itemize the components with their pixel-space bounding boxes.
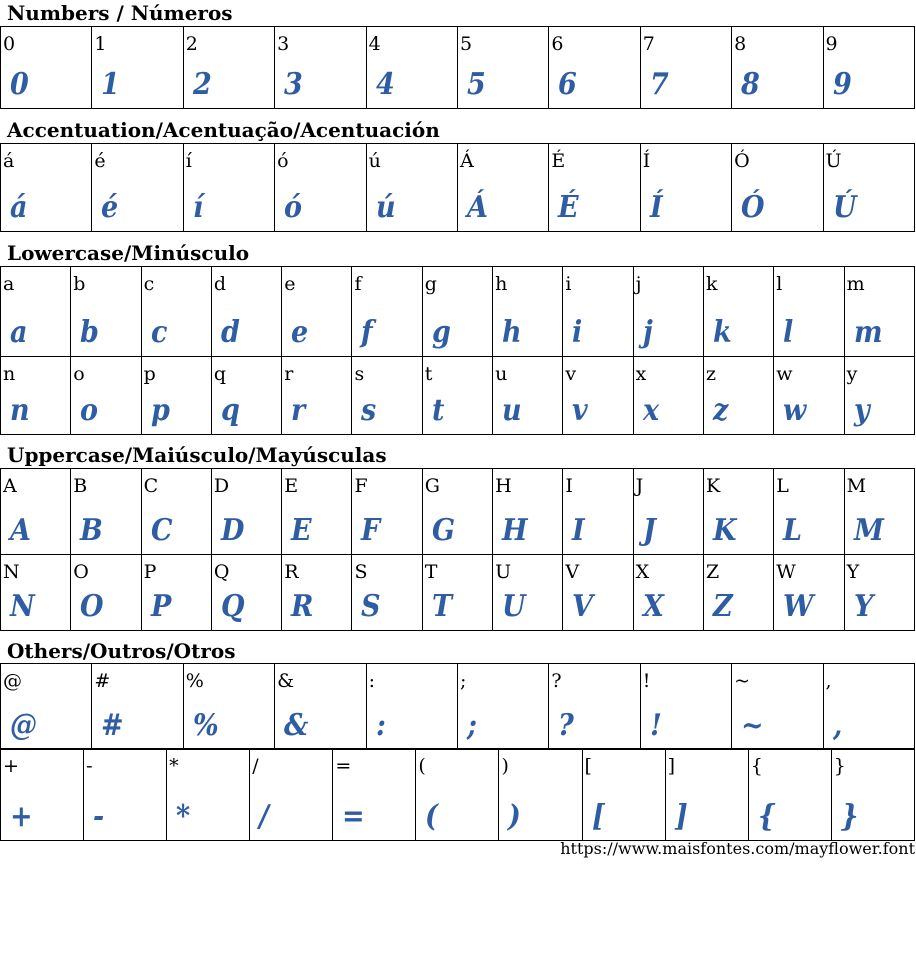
glyph-label: w <box>776 363 793 385</box>
glyph-cell <box>703 267 773 357</box>
glyph-cell <box>366 144 457 232</box>
glyph-label: 6 <box>551 33 564 55</box>
glyph-sample: h <box>502 315 522 350</box>
glyph-cell <box>844 267 914 357</box>
glyph-label: x <box>635 363 647 385</box>
glyph-cell <box>823 664 914 750</box>
glyph-cell <box>774 555 844 631</box>
glyph-cell <box>282 357 352 435</box>
glyph-label: í <box>185 150 192 172</box>
glyph-label: M <box>846 475 867 497</box>
glyph-cell <box>493 469 563 555</box>
glyph-label: j <box>635 273 642 295</box>
glyph-sample: m <box>853 315 883 350</box>
glyph-label: z <box>705 363 716 385</box>
glyph-cell <box>92 27 183 109</box>
glyph-cell <box>352 469 422 555</box>
glyph-row <box>1 469 915 555</box>
glyph-cell <box>183 144 274 232</box>
glyph-sample: : <box>375 708 386 743</box>
glyph-table-accents <box>0 143 915 232</box>
glyph-cell <box>366 664 457 750</box>
glyph-sample: ( <box>425 799 439 834</box>
glyph-sample: z <box>712 393 729 428</box>
glyph-sample: A <box>10 513 31 548</box>
glyph-label: K <box>705 475 721 497</box>
glyph-label: [ <box>584 755 592 777</box>
glyph-cell <box>84 749 167 841</box>
glyph-label: h <box>495 273 508 295</box>
glyph-row <box>1 749 915 841</box>
glyph-label: } <box>833 755 846 777</box>
glyph-label: H <box>495 475 512 497</box>
glyph-sample: b <box>80 315 100 350</box>
glyph-cell <box>563 469 633 555</box>
glyph-sample: L <box>783 513 803 548</box>
glyph-label: u <box>495 363 508 385</box>
glyph-cell <box>549 27 640 109</box>
glyph-label: Y <box>846 561 860 583</box>
glyph-cell <box>844 555 914 631</box>
glyph-label: k <box>705 273 718 295</box>
glyph-label: @ <box>3 670 22 692</box>
glyph-sample: T <box>431 589 452 624</box>
glyph-cell <box>844 357 914 435</box>
glyph-label: { <box>750 755 763 777</box>
glyph-cell <box>665 749 748 841</box>
glyph-cell <box>549 144 640 232</box>
glyph-cell <box>416 749 499 841</box>
glyph-cell <box>211 469 281 555</box>
glyph-label: P <box>143 561 157 583</box>
glyph-cell <box>549 664 640 750</box>
glyph-sample: é <box>101 190 119 225</box>
glyph-cell <box>499 749 582 841</box>
glyph-label: G <box>424 475 440 497</box>
glyph-cell <box>844 469 914 555</box>
glyph-label: Í <box>642 150 651 172</box>
glyph-sample: í <box>192 190 204 225</box>
glyph-sample: 8 <box>741 67 760 102</box>
glyph-sample: U <box>502 589 526 624</box>
source-url[interactable]: https://www.maisfontes.com/mayflower.font <box>560 839 915 858</box>
glyph-label: 4 <box>368 33 381 55</box>
glyph-cell <box>732 27 823 109</box>
glyph-sample: 4 <box>375 67 395 102</box>
section-title-others: Others/Outros/Otros <box>7 639 236 663</box>
glyph-label: Ó <box>734 150 750 172</box>
glyph-label: p <box>143 363 156 385</box>
glyph-sample: @ <box>10 708 37 743</box>
glyph-label: 1 <box>94 33 107 55</box>
glyph-sample: j <box>642 315 653 350</box>
glyph-label: L <box>776 475 789 497</box>
glyph-label: 3 <box>277 33 290 55</box>
glyph-label: q <box>213 363 227 385</box>
glyph-sample: Á <box>466 190 488 225</box>
glyph-sample: 0 <box>10 67 29 102</box>
glyph-sample: k <box>712 315 732 350</box>
glyph-sample: N <box>10 589 35 624</box>
glyph-sample: g <box>431 315 451 350</box>
glyph-label: = <box>335 755 352 777</box>
section-title-numbers: Numbers / Números <box>7 1 233 25</box>
glyph-label: F <box>354 475 368 497</box>
glyph-label: T <box>424 561 438 583</box>
glyph-cell <box>352 267 422 357</box>
glyph-label: C <box>143 475 159 497</box>
glyph-label: , <box>825 670 832 692</box>
section-title-uppercase: Uppercase/Maiúsculo/Mayúsculas <box>7 443 387 467</box>
glyph-sample: - <box>93 799 105 834</box>
glyph-cell <box>422 555 492 631</box>
glyph-sample: c <box>150 315 168 350</box>
glyph-sample: d <box>220 315 240 350</box>
glyph-cell <box>211 267 281 357</box>
glyph-cell <box>703 357 773 435</box>
glyph-sample: ! <box>649 708 662 743</box>
glyph-sample: D <box>220 513 245 548</box>
glyph-sample: 6 <box>558 67 578 102</box>
glyph-cell <box>703 469 773 555</box>
glyph-cell <box>141 555 211 631</box>
glyph-cell <box>282 469 352 555</box>
glyph-label: D <box>213 475 230 497</box>
glyph-table-numbers <box>0 26 915 109</box>
glyph-label: ~ <box>734 670 751 692</box>
glyph-cell <box>366 27 457 109</box>
glyph-cell <box>640 664 731 750</box>
glyph-sample: # <box>101 708 125 743</box>
glyph-cell <box>563 267 633 357</box>
glyph-label: N <box>3 561 20 583</box>
glyph-label: J <box>635 475 644 497</box>
glyph-sample: K <box>712 513 737 548</box>
glyph-cell <box>774 357 844 435</box>
glyph-sample: t <box>431 393 445 428</box>
glyph-sample: p <box>150 393 170 428</box>
glyph-cell <box>493 267 563 357</box>
glyph-sample: n <box>10 393 30 428</box>
glyph-label: : <box>368 670 375 692</box>
glyph-sample: O <box>80 589 104 624</box>
glyph-sample: ~ <box>741 708 764 743</box>
glyph-cell <box>92 144 183 232</box>
glyph-cell <box>1 267 71 357</box>
glyph-sample: x <box>642 393 659 428</box>
glyph-sample: Ú <box>832 190 857 225</box>
glyph-sample: [ <box>591 799 605 834</box>
glyph-sample: e <box>291 315 309 350</box>
glyph-sample: 9 <box>832 67 852 102</box>
glyph-cell <box>1 664 92 750</box>
glyph-sample: , <box>832 708 842 743</box>
glyph-cell <box>1 749 84 841</box>
glyph-row <box>1 144 915 232</box>
glyph-cell <box>493 357 563 435</box>
glyph-sample: S <box>361 589 381 624</box>
glyph-sample: J <box>642 513 656 548</box>
glyph-sample: F <box>361 513 381 548</box>
glyph-sample: r <box>291 393 306 428</box>
glyph-cell <box>1 469 71 555</box>
glyph-label: # <box>94 670 111 692</box>
glyph-sample: Í <box>649 190 663 225</box>
glyph-label: U <box>495 561 512 583</box>
glyph-row <box>1 27 915 109</box>
glyph-cell <box>633 267 703 357</box>
glyph-label: * <box>169 755 179 777</box>
glyph-label: e <box>284 273 296 295</box>
glyph-sample: H <box>502 513 528 548</box>
glyph-label: ó <box>277 150 289 172</box>
glyph-sample: l <box>783 315 794 350</box>
glyph-cell <box>141 469 211 555</box>
glyph-label: + <box>3 755 19 777</box>
glyph-cell <box>282 555 352 631</box>
glyph-sample: Y <box>853 589 873 624</box>
glyph-cell <box>250 749 333 841</box>
glyph-cell <box>71 555 141 631</box>
glyph-cell <box>275 27 366 109</box>
glyph-sample: s <box>361 393 377 428</box>
glyph-cell <box>563 357 633 435</box>
glyph-cell <box>732 144 823 232</box>
section-title-lowercase: Lowercase/Minúsculo <box>7 241 250 265</box>
glyph-label: c <box>143 273 155 295</box>
glyph-label: v <box>565 363 577 385</box>
glyph-sample: w <box>783 393 807 428</box>
glyph-cell <box>422 267 492 357</box>
glyph-label: b <box>73 273 86 295</box>
glyph-cell <box>183 664 274 750</box>
glyph-cell <box>774 469 844 555</box>
glyph-cell <box>352 555 422 631</box>
glyph-label: X <box>635 561 650 583</box>
glyph-label: 9 <box>825 33 838 55</box>
glyph-cell <box>333 749 416 841</box>
glyph-label: f <box>354 273 362 295</box>
glyph-sample: 5 <box>466 67 486 102</box>
glyph-table-others-brackets <box>0 748 915 841</box>
glyph-label: O <box>73 561 89 583</box>
glyph-sample: 1 <box>101 67 121 102</box>
glyph-sample: ) <box>508 799 522 834</box>
glyph-sample: u <box>502 393 522 428</box>
glyph-sample: + <box>10 799 33 834</box>
glyph-cell <box>640 27 731 109</box>
glyph-label: ; <box>459 670 467 692</box>
glyph-sample: Ó <box>741 190 765 225</box>
glyph-label: g <box>424 273 437 295</box>
glyph-label: 7 <box>642 33 655 55</box>
glyph-sample: & <box>284 708 309 743</box>
glyph-sample: { <box>757 799 776 834</box>
glyph-cell <box>422 469 492 555</box>
glyph-cell <box>352 357 422 435</box>
glyph-sample: á <box>10 190 28 225</box>
glyph-label: Á <box>459 150 474 172</box>
glyph-cell <box>141 267 211 357</box>
glyph-sample: C <box>150 513 173 548</box>
glyph-sample: / <box>259 799 270 834</box>
glyph-sample: } <box>840 799 859 834</box>
glyph-row <box>1 664 915 750</box>
glyph-cell <box>71 357 141 435</box>
glyph-label: A <box>3 475 17 497</box>
glyph-sample: W <box>783 589 814 624</box>
glyph-cell <box>633 555 703 631</box>
glyph-cell <box>1 555 71 631</box>
glyph-label: d <box>213 273 227 295</box>
glyph-label: S <box>354 561 368 583</box>
glyph-sample: o <box>80 393 99 428</box>
glyph-cell <box>732 664 823 750</box>
glyph-cell <box>211 357 281 435</box>
glyph-cell <box>457 27 548 109</box>
glyph-label: B <box>73 475 88 497</box>
glyph-label: 8 <box>734 33 747 55</box>
glyph-label: Ú <box>825 150 842 172</box>
glyph-label: ? <box>551 670 562 692</box>
glyph-label: Z <box>705 561 720 583</box>
glyph-label: W <box>776 561 796 583</box>
glyph-table-lowercase <box>0 266 915 435</box>
glyph-cell <box>640 144 731 232</box>
glyph-label: i <box>565 273 572 295</box>
glyph-cell <box>748 749 831 841</box>
glyph-cell <box>1 357 71 435</box>
glyph-sample: G <box>431 513 455 548</box>
glyph-sample: Z <box>712 589 733 624</box>
glyph-cell <box>633 469 703 555</box>
glyph-label: n <box>3 363 16 385</box>
glyph-table-others-symbols <box>0 663 915 750</box>
glyph-sample: = <box>342 799 365 834</box>
glyph-cell <box>1 144 92 232</box>
glyph-cell <box>493 555 563 631</box>
glyph-label: 2 <box>185 33 198 55</box>
glyph-cell <box>563 555 633 631</box>
glyph-table-uppercase <box>0 468 915 631</box>
glyph-sample: f <box>361 315 374 350</box>
glyph-sample: É <box>558 190 579 225</box>
glyph-label: 0 <box>3 33 16 55</box>
glyph-label: r <box>284 363 294 385</box>
glyph-sample: a <box>10 315 28 350</box>
glyph-cell <box>703 555 773 631</box>
glyph-cell <box>422 357 492 435</box>
glyph-cell <box>92 664 183 750</box>
glyph-row <box>1 267 915 357</box>
glyph-cell <box>71 267 141 357</box>
glyph-sample: 7 <box>649 67 669 102</box>
glyph-cell <box>823 144 914 232</box>
glyph-label: l <box>776 273 783 295</box>
glyph-sample: ó <box>284 190 303 225</box>
glyph-label: ] <box>667 755 676 777</box>
glyph-sample: X <box>642 589 664 624</box>
glyph-sample: i <box>572 315 583 350</box>
glyph-cell <box>183 27 274 109</box>
glyph-sample: I <box>572 513 586 548</box>
glyph-label: / <box>252 755 259 777</box>
section-title-accents: Accentuation/Acentuação/Acentuación <box>7 118 440 142</box>
glyph-sample: V <box>572 589 594 624</box>
glyph-sample: * <box>176 799 191 834</box>
glyph-label: 5 <box>459 33 473 55</box>
glyph-cell <box>141 357 211 435</box>
glyph-label: o <box>73 363 85 385</box>
glyph-cell <box>275 664 366 750</box>
glyph-label: ) <box>501 755 509 777</box>
glyph-label: a <box>3 273 15 295</box>
glyph-sample: 2 <box>192 67 212 102</box>
glyph-label: R <box>284 561 299 583</box>
glyph-cell <box>282 267 352 357</box>
glyph-label: Q <box>213 561 230 583</box>
glyph-label: t <box>424 363 433 385</box>
glyph-cell <box>457 144 548 232</box>
glyph-row <box>1 555 915 631</box>
glyph-label: É <box>551 150 566 172</box>
glyph-label: y <box>846 363 858 385</box>
glyph-sample: q <box>220 393 240 428</box>
glyph-label: s <box>354 363 365 385</box>
glyph-label: - <box>86 755 93 777</box>
glyph-cell <box>823 27 914 109</box>
glyph-sample: ú <box>375 190 396 225</box>
glyph-label: ú <box>368 150 381 172</box>
glyph-cell <box>211 555 281 631</box>
glyph-cell <box>1 27 92 109</box>
glyph-sample: 3 <box>284 67 303 102</box>
glyph-sample: R <box>291 589 314 624</box>
glyph-cell <box>457 664 548 750</box>
glyph-sample: y <box>853 393 870 428</box>
glyph-label: % <box>185 670 204 692</box>
glyph-sample: ; <box>466 708 477 743</box>
glyph-sample: v <box>572 393 589 428</box>
glyph-cell <box>774 267 844 357</box>
glyph-label: é <box>94 150 106 172</box>
glyph-sample: Q <box>220 589 245 624</box>
glyph-sample: ? <box>558 708 575 743</box>
glyph-label: m <box>846 273 865 295</box>
glyph-sample: E <box>291 513 312 548</box>
glyph-row <box>1 357 915 435</box>
glyph-label: I <box>565 475 573 497</box>
glyph-sample: M <box>853 513 884 548</box>
glyph-cell <box>71 469 141 555</box>
glyph-label: & <box>277 670 295 692</box>
glyph-label: ! <box>642 670 651 692</box>
glyph-sample: P <box>150 589 171 624</box>
glyph-label: E <box>284 475 299 497</box>
glyph-cell <box>831 749 914 841</box>
glyph-cell <box>275 144 366 232</box>
glyph-cell <box>167 749 250 841</box>
glyph-label: ( <box>418 755 426 777</box>
glyph-sample: B <box>80 513 104 548</box>
glyph-sample: ] <box>674 799 688 834</box>
glyph-cell <box>633 357 703 435</box>
glyph-label: á <box>3 150 15 172</box>
glyph-label: V <box>565 561 580 583</box>
glyph-cell <box>582 749 665 841</box>
glyph-sample: % <box>192 708 219 743</box>
